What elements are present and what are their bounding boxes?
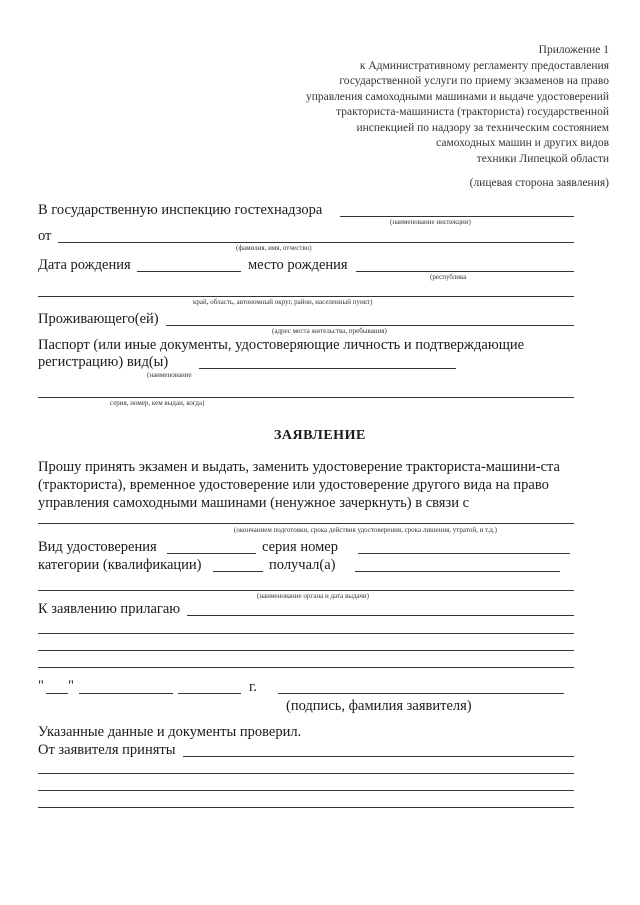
series-hint: серия, номер, кем выдан, когда) xyxy=(110,399,205,407)
date-quote-close: " xyxy=(68,678,74,694)
birth-place-line[interactable] xyxy=(356,271,574,272)
date-quote-open: " xyxy=(38,678,44,694)
birth-place-hint: (республика xyxy=(430,273,467,281)
attach-extra-line[interactable] xyxy=(38,650,574,651)
birth-date-label: Дата рождения xyxy=(38,257,131,273)
passport-line-2: регистрацию) вид(ы) xyxy=(38,354,169,370)
request-line-2: (тракториста), временное удостоверение или удостоверение другого вида на право xyxy=(38,477,549,493)
categories-line[interactable] xyxy=(213,571,263,572)
cert-type-label: Вид удостоверения xyxy=(38,539,157,555)
attach-extra-line[interactable] xyxy=(38,667,574,668)
to-inspection-line[interactable] xyxy=(340,216,574,217)
series-number-label: серия номер xyxy=(262,539,338,555)
residing-line[interactable] xyxy=(166,325,574,326)
to-inspection-label: В государственную инспекцию гостехнадзора xyxy=(38,202,323,218)
notes-line[interactable] xyxy=(38,790,574,791)
year-suffix: г. xyxy=(249,679,257,695)
accepted-label: От заявителя приняты xyxy=(38,742,176,758)
received-line[interactable] xyxy=(355,571,560,572)
accepted-line[interactable] xyxy=(183,756,574,757)
notes-line[interactable] xyxy=(38,807,574,808)
date-year-line[interactable] xyxy=(178,693,241,694)
birth-date-line[interactable] xyxy=(137,271,241,272)
passport-line-1: Паспорт (или иные документы, удостоверяющие личность и подтверждающие xyxy=(38,337,525,353)
from-hint: (фамилия, имя, отчество) xyxy=(236,244,312,252)
cert-type-line[interactable] xyxy=(167,553,256,554)
header-line: тракториста-машиниста (тракториста) государственной xyxy=(336,106,609,118)
date-day-line[interactable] xyxy=(46,693,68,694)
header-line: к Административному регламенту предоставления xyxy=(359,59,609,72)
side-note: (лицевая сторона заявления) xyxy=(469,177,609,189)
reason-hint: (окончанием подготовки, срока действия удостоверения, срока лишения, утратой, и т.д.) xyxy=(234,526,497,534)
region-line[interactable] xyxy=(38,296,574,297)
attach-line[interactable] xyxy=(187,615,574,616)
signature-hint: (подпись, фамилия заявителя) xyxy=(286,698,472,714)
request-line-1: Прошу принять экзамен и выдать, заменить удостоверение тракториста-машини-ста xyxy=(38,459,560,475)
from-line[interactable] xyxy=(58,242,574,243)
issuer-hint: (наименование органа и дата выдачи) xyxy=(257,592,369,600)
header-line: управления самоходными машинами и выдаче удостоверений xyxy=(306,90,609,103)
passport-type-line[interactable] xyxy=(199,368,456,369)
header-line: инспекцией по надзору за техническим состоянием xyxy=(356,121,609,134)
reason-line[interactable] xyxy=(38,523,574,524)
passport-series-line[interactable] xyxy=(38,397,574,398)
attach-extra-line[interactable] xyxy=(38,633,574,634)
to-inspection-hint: (наименование инспекции) xyxy=(390,218,471,226)
header-line: самоходных машин и других видов xyxy=(436,137,609,149)
birth-place-label: место рождения xyxy=(248,257,348,273)
region-hint: край, область, автономный округ, район, населенный пункт) xyxy=(193,298,373,306)
notes-line[interactable] xyxy=(38,773,574,774)
attach-label: К заявлению прилагаю xyxy=(38,601,181,617)
header-line: техники Липецкой области xyxy=(476,152,609,165)
residing-hint: (адрес места жительства, пребывания) xyxy=(272,327,387,335)
from-label: от xyxy=(38,228,52,244)
page-title: ЗАЯВЛЕНИЕ xyxy=(274,428,366,443)
issuer-line[interactable] xyxy=(38,590,574,591)
header-line: государственной услуги по приему экзаменов на право xyxy=(339,75,609,87)
received-label: получал(а) xyxy=(269,557,336,573)
series-number-line[interactable] xyxy=(358,553,570,554)
checked-text: Указанные данные и документы проверил. xyxy=(38,724,302,740)
date-month-line[interactable] xyxy=(79,693,173,694)
appendix-header xyxy=(306,43,609,167)
residing-label: Проживающего(ей) xyxy=(38,311,159,327)
signature-line[interactable] xyxy=(278,693,564,694)
categories-label: категории (квалификации) xyxy=(38,557,202,573)
passport-hint: (наименование xyxy=(147,371,192,379)
request-line-3: управления самоходными машинами (ненужное зачеркнуть) в связи с xyxy=(38,495,470,511)
header-line: Приложение 1 xyxy=(538,44,609,56)
